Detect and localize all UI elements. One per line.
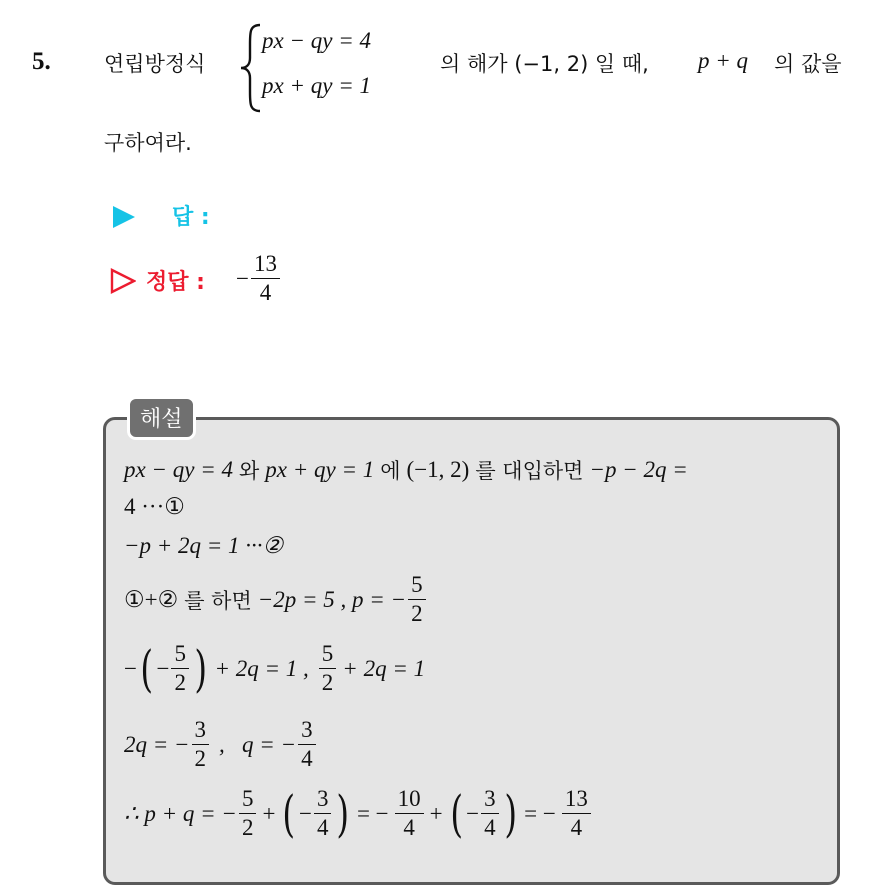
sol-frac-c [192, 718, 210, 771]
sol-particle-2: 에 [380, 459, 401, 483]
frac-num: 3 [481, 787, 499, 814]
frac-den: 4 [403, 815, 415, 841]
sol-plus: + [262, 800, 276, 826]
solution-line-6 [124, 718, 318, 771]
frac-den: 2 [174, 670, 186, 696]
question-condition: 의 해가 (−1, 2) 일 때, [440, 52, 649, 76]
sol-frac-f [314, 787, 332, 840]
sol-frac-g [395, 787, 424, 840]
frac-num: 10 [395, 787, 424, 814]
frac-num: 13 [562, 787, 591, 814]
sol-eq-c: −p − 2q = [589, 457, 688, 482]
question-number: 5. [32, 48, 51, 75]
sol-eq: + 2q = 1 , [214, 655, 309, 681]
left-paren: ( [140, 639, 154, 698]
frac-den: 4 [301, 746, 313, 772]
sol-eq-a: px − qy = 4 [124, 457, 233, 482]
correct-arrow-icon [110, 268, 136, 294]
sol-eq: + 2q = 1 [342, 655, 426, 681]
sol-frac-a [171, 642, 189, 695]
frac-num: 3 [192, 718, 210, 745]
question-expression: p + q [698, 48, 749, 73]
left-paren: ( [282, 784, 296, 843]
sol-frac-result [562, 787, 591, 840]
correct-answer-numerator: 13 [251, 252, 280, 279]
sol-minus: − [124, 655, 137, 681]
frac-num: 5 [239, 787, 257, 814]
right-paren: ) [336, 784, 350, 843]
sol-therefore: ∴ p + q = − [124, 800, 237, 826]
solution-line-4 [124, 573, 428, 626]
solution-line-7: ∴ p + q = − $\frac{5}{2}$ + ( − $\frac{3}{4}$ ) = − $\frac{10}{4}$ + ( − $\frac{3}{4}$ ) = − $\frac{13}{4}$ [124, 787, 593, 840]
sol-2q: 2q = − [124, 731, 190, 757]
correct-answer-sign: − [236, 265, 249, 291]
frac-num: 3 [314, 787, 332, 814]
left-paren: ( [450, 784, 463, 843]
frac-num: 3 [298, 718, 316, 745]
frac-den: 4 [484, 815, 496, 841]
system-equation-2: px + qy = 1 [262, 73, 371, 98]
frac-num: 5 [319, 642, 337, 669]
sol-frac-e [239, 787, 257, 840]
answer-label: 답 : [172, 205, 210, 230]
solution-line-5: − ( − $\frac{5}{2}$ ) + 2q = 1 , $\frac{5}{2}$ + 2q = 1 [124, 639, 426, 698]
sol-sum-text: 를 하면 [184, 588, 252, 613]
sol-equals: = − [524, 800, 556, 826]
sol-p-eq: −2p = 5 , p = − [257, 586, 407, 612]
sol-sum-marks: ①+② [124, 586, 179, 612]
sol-frac-b [319, 642, 337, 695]
sol-q: , q = − [219, 731, 297, 757]
right-paren: ) [504, 784, 517, 843]
solution-line-2: 4 ···① [124, 494, 185, 519]
question-intro: 연립방정식 [104, 52, 206, 76]
frac-den: 2 [194, 746, 207, 772]
correct-answer-fraction [251, 252, 280, 305]
correct-answer-denominator: 4 [259, 280, 272, 306]
solution-tab: 해설 [127, 396, 196, 440]
question-tail: 의 값을 [774, 52, 842, 76]
frac-den: 2 [411, 601, 423, 627]
frac-num: 5 [171, 642, 189, 669]
sol-equals: = − [356, 800, 389, 826]
answer-arrow-icon [112, 205, 136, 229]
system-equation-1: px − qy = 4 [262, 28, 371, 53]
frac-den: 2 [321, 670, 334, 696]
sol-frac-d [298, 718, 316, 771]
correct-answer-label: 정답 : [146, 270, 205, 295]
frac-num: 5 [408, 573, 426, 600]
solution-line-1 [124, 455, 688, 485]
sol-point: (−1, 2) [406, 457, 470, 482]
frac-den: 4 [570, 815, 583, 841]
sol-frac-h [481, 787, 499, 840]
sol-particle-1: 와 [238, 459, 260, 483]
sol-plus: + [429, 800, 443, 826]
frac-den: 2 [241, 815, 254, 841]
right-paren: ) [194, 639, 208, 698]
question-line-2: 구하여라. [104, 131, 192, 155]
solution-line-3: −p + 2q = 1 ···② [124, 533, 284, 558]
sol-eq-b: px + qy = 1 [265, 457, 375, 482]
sol-frac-p [408, 573, 426, 626]
frac-den: 4 [316, 815, 329, 841]
correct-answer-value [236, 252, 282, 305]
sol-substitute-text: 를 대입하면 [475, 459, 584, 483]
